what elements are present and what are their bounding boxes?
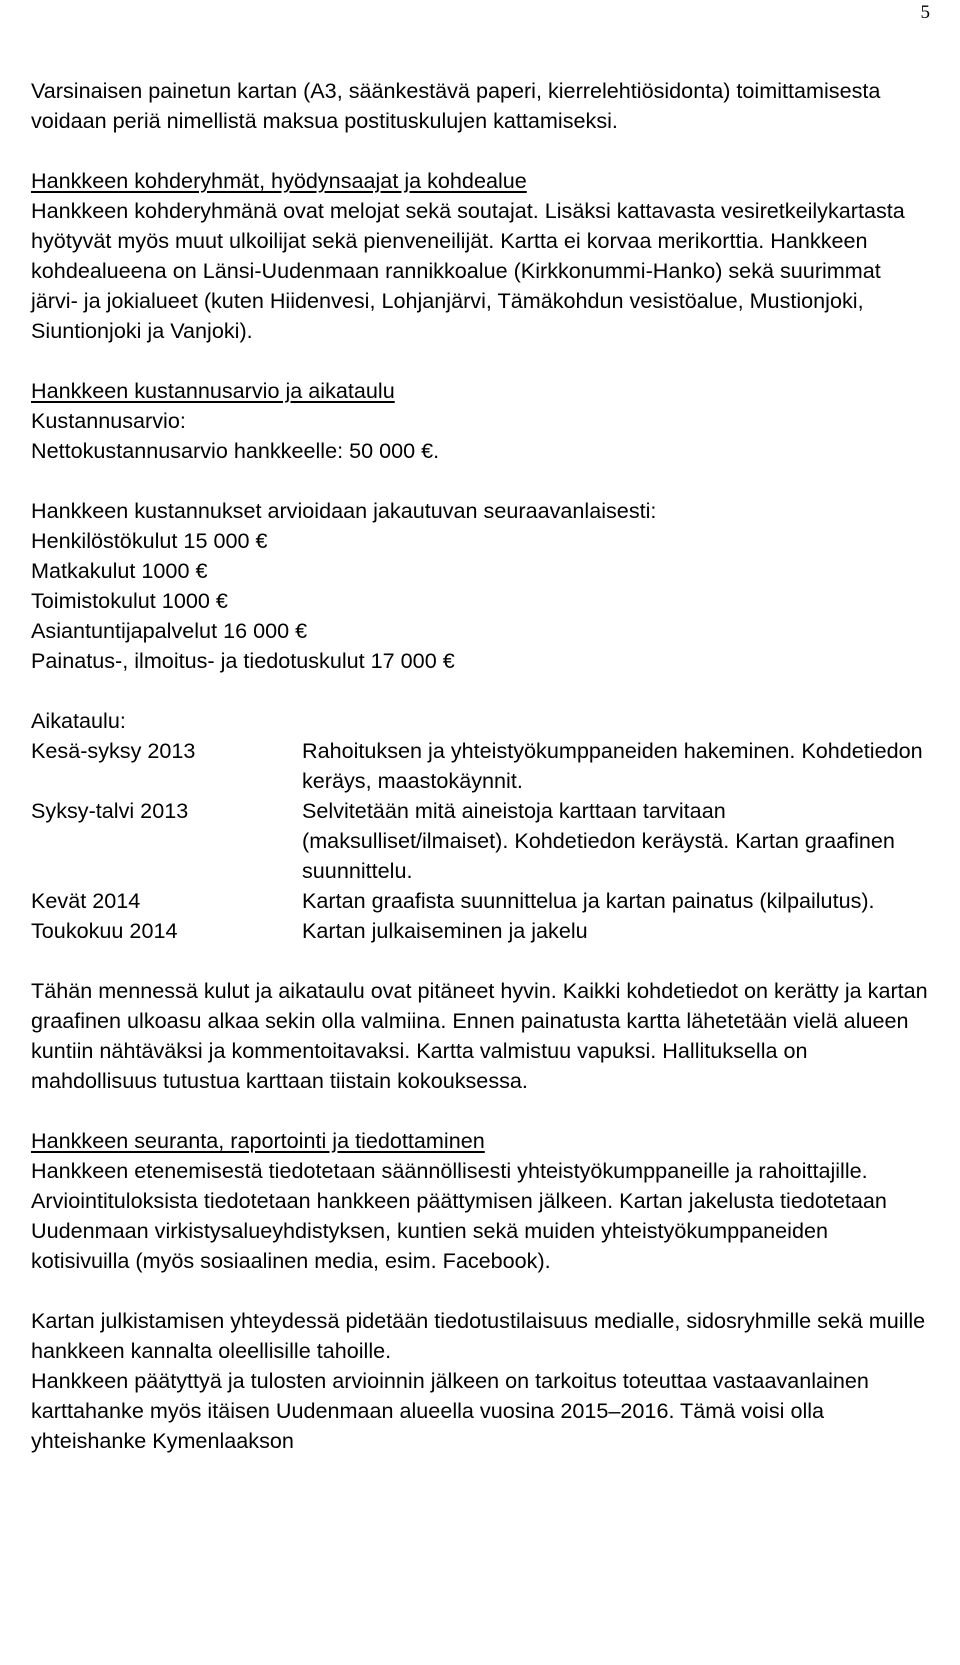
schedule-period: Kevät 2014 xyxy=(31,888,141,913)
status-paragraph: Tähän mennessä kulut ja aikataulu ovat pitäneet hyvin. Kaikki kohdetiedot on kerätty ja kartan graafinen ulkoasu alkaa sekin olla valmiina. Ennen painatusta kartta lähetetään vielä alueen kuntiin nähtäväksi ja kommentoitavaksi. Kartta valmistuu vapuksi. Hallituksella on mahdollisuus tutustua karttaan tiistain kokouksessa. xyxy=(31,978,928,1093)
schedule-description: Selvitetään mitä aineistoja karttaan tarvitaan (maksulliset/ilmaiset). Kohdetiedon keräystä. Kartan graafinen suunnittelu. xyxy=(302,798,895,883)
document-body xyxy=(31,76,931,1456)
schedule-table xyxy=(31,736,931,946)
schedule-period: Kesä-syksy 2013 xyxy=(31,738,196,763)
monitoring-heading: Hankkeen seuranta, raportointi ja tiedottaminen xyxy=(31,1128,485,1153)
press-paragraph: Kartan julkistamisen yhteydessä pidetään tiedotustilaisuus medialle, sidosryhmille sekä muille hankkeen kannalta oleellisille tahoille. xyxy=(31,1308,926,1363)
net-budget: Nettokustannusarvio hankkeelle: 50 000 €. xyxy=(31,438,440,463)
monitoring-paragraph: Hankkeen etenemisestä tiedotetaan säännöllisesti yhteistyökumppaneille ja rahoittajille. Arviointituloksista tiedotetaan hankkeen päättymisen jälkeen. Kartan jakelusta tiedotetaan Uudenmaan virkistysalueyhdistyksen, kuntien sekä muiden yhteistyökumppaneiden kotisivuilla (myös sosiaalinen media, esim. Facebook). xyxy=(31,1158,887,1273)
cost-item: Matkakulut 1000 € xyxy=(31,558,208,583)
target-paragraph: Hankkeen kohderyhmänä ovat melojat sekä soutajat. Lisäksi kattavasta vesiretkeilykartasta hyötyvät myös muut ulkoilijat sekä pienveneilijät. Kartta ei korvaa merikorttia. Hankkeen kohdealueena on Länsi-Uudenmaan rannikkoalue (Kirkkonummi-Hanko) sekä suurimmat järvi- ja jokialueet (kuten Hiidenvesi, Lohjanjärvi, Tämäkohdun vesistöalue, Mustionjoki, Siuntionjoki ja Vanjoki). xyxy=(31,198,905,343)
schedule-label: Aikataulu: xyxy=(31,708,126,733)
future-paragraph: Hankkeen päätyttyä ja tulosten arvioinnin jälkeen on tarkoitus toteuttaa vastaavanlainen karttahanke myös itäisen Uudenmaan alueella vuosina 2015–2016. Tämä voisi olla yhteishanke Kymenlaakson xyxy=(31,1368,869,1453)
schedule-description: Kartan julkaiseminen ja jakelu xyxy=(302,918,588,943)
schedule-period: Toukokuu 2014 xyxy=(31,918,178,943)
breakdown-intro: Hankkeen kustannukset arvioidaan jakautuvan seuraavanlaisesti: xyxy=(31,498,657,523)
cost-item: Henkilöstökulut 15 000 € xyxy=(31,528,268,553)
budget-heading: Hankkeen kustannusarvio ja aikataulu xyxy=(31,378,395,403)
schedule-period: Syksy-talvi 2013 xyxy=(31,798,189,823)
intro-paragraph: Varsinaisen painetun kartan (A3, säänkestävä paperi, kierrelehtiösidonta) toimittamisesta voidaan periä nimellistä maksua postituskulujen kattamiseksi. xyxy=(31,78,881,133)
page-number: 5 xyxy=(920,2,930,23)
cost-item: Asiantuntijapalvelut 16 000 € xyxy=(31,618,308,643)
schedule-description: Rahoituksen ja yhteistyökumppaneiden hakeminen. Kohdetiedon keräys, maastokäynnit. xyxy=(302,738,923,793)
target-heading: Hankkeen kohderyhmät, hyödynsaajat ja kohdealue xyxy=(31,168,527,193)
cost-item: Toimistokulut 1000 € xyxy=(31,588,228,613)
schedule-description: Kartan graafista suunnittelua ja kartan painatus (kilpailutus). xyxy=(302,888,875,913)
cost-item: Painatus-, ilmoitus- ja tiedotuskulut 17 000 € xyxy=(31,648,455,673)
budget-label: Kustannusarvio: xyxy=(31,408,186,433)
